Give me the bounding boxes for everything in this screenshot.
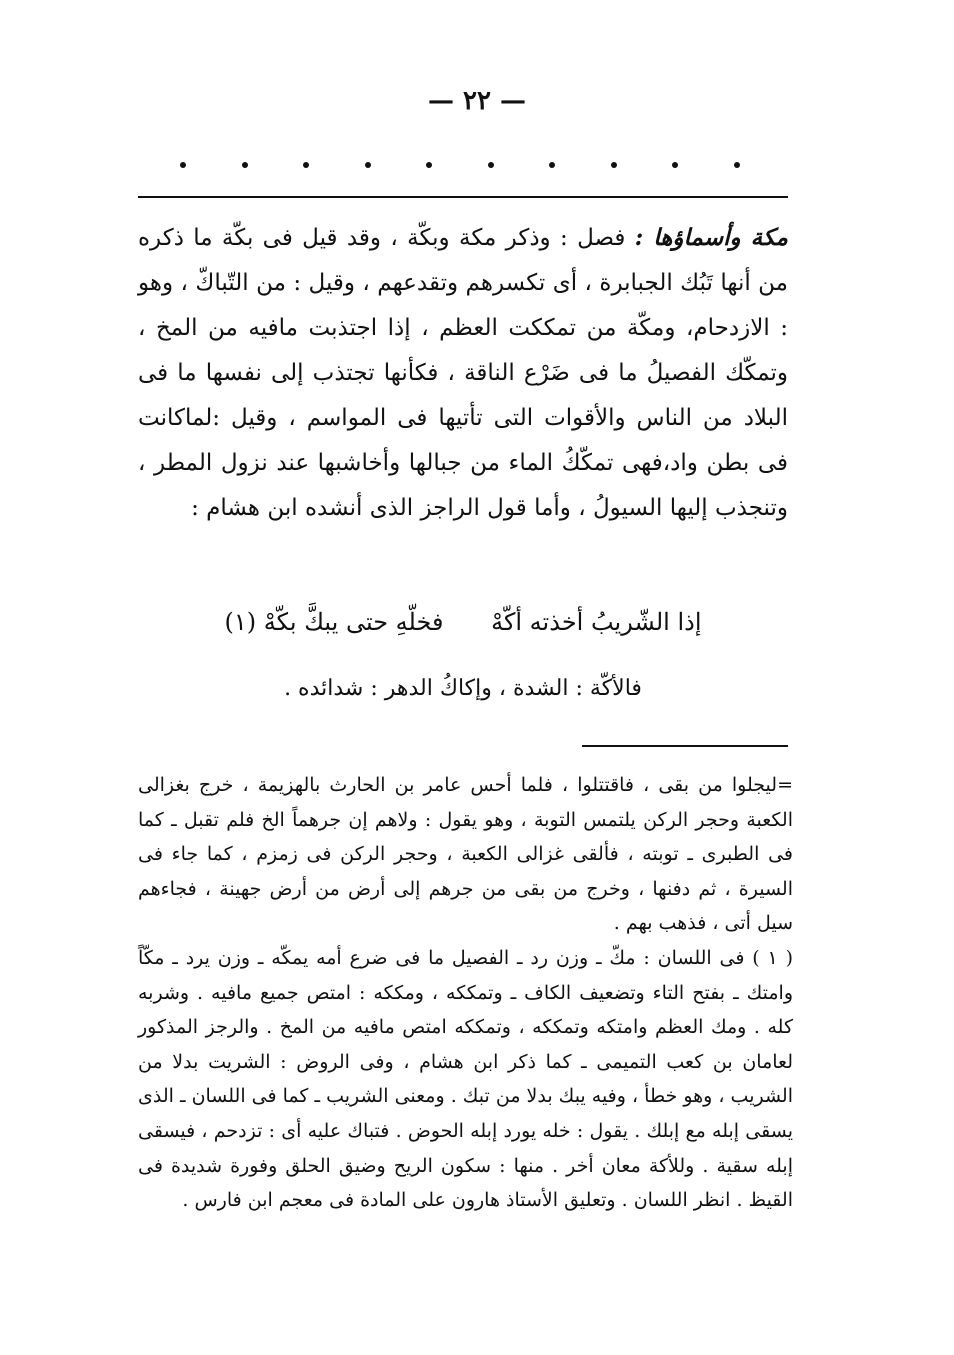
dot (549, 162, 555, 168)
main-body: فصل : وذكر مكة وبكّة ، وقد قيل فى بكّة ما ذكره من أنها تَبُك الجبابرة ، أى تكسرهم وتقدعهم ، وقيل : من التّباكّ ، وهو : الازدحام، ومكّة من تمككت العظم ، إذا اجتذبت مافيه من المخ ، وتمكّك الفصيلُ ما فى ضَرْع الناقة ، فكأنها تجتذب إلى نفسها ما فى البلاد من الناس والأقوات التى تأتيها فى المواسم ، وقيل :لماكانت فى بطن واد،فهى تمكّكُ الماء من جبالها وأخاشبها عند نزول المطر ، وتنجذب إليها السيولُ ، وأما قول الراجز الذى أنشده ابن هشام : (138, 225, 788, 521)
verse-line (138, 608, 788, 636)
page-number: — ٢٢ — (427, 86, 527, 116)
dot (611, 162, 617, 168)
verse-hemistich-1: إذا الشّريبُ أخذته أكّهْ (491, 608, 702, 636)
footnote-divider (582, 745, 788, 747)
verse-gloss: فالأكّة : الشدة ، وإكاكُ الدهر : شدائده . (284, 676, 642, 701)
top-divider (138, 196, 788, 198)
dot (426, 162, 432, 168)
dot (365, 162, 371, 168)
main-text (138, 215, 788, 531)
footnote-1: ( ١ ) فى اللسان : مكّ ـ وزن رد ـ الفصيل ما فى ضرع أمه يمكّه ـ وزن يرد ـ مكّاً وامتك ـ بفتح التاء وتضعيف الكاف ـ وتمككه ، ومككه : امتص جميع مافيه . وشربه كله . ومك العظم وامتكه وتمككه ، وتمككه امتص مافيه من المخ . والرجز المذكور لعامان بن كعب التميمى ـ كما ذكر ابن هشام ، وفى الروض : الشريت بدلا من الشريب ، وهو خطأ ، وفيه يبك بدلا من تبك . ومعنى الشريب ـ كما فى اللسان ـ الذى يسقى إبله مع إبلك . يقول : خله يورد إبله الحوض . فتباك عليه أى : تزدحم ، فيسقى إبله سقية . وللأكة معان أخر . منها : سكون الريح وضيق الحلق وفورة شديدة فى القيظ . انظر اللسان . وتعليق الأستاذ هارون على المادة فى معجم ابن فارس . (138, 946, 793, 1212)
verse-hemistich-2: فخلّهِ حتى يبكَّ بكّهْ (١) (224, 608, 444, 636)
footnote-continuation: =ليجلوا من بقى ، فاقتتلوا ، فلما أحس عامر بن الحارث بالهزيمة ، خرج بغزالى الكعبة وحجر الركن يلتمس التوبة ، وهو يقول : ولاهم إن جرهماً الخ فلم تقبل ـ كما فى الطبرى ـ توبته ، فألقى غزالى الكعبة ، وحجر الركن فى زمزم ، كما جاء فى السيرة ، ثم دفنها ، وخرج من بقى من جرهم إلى أرض من أرض جهينة ، فجاءهم سيل أتى ، فذهب بهم . (138, 774, 793, 935)
section-heading: مكة وأسماؤها : (634, 224, 788, 251)
main-paragraph (138, 215, 788, 531)
dot (672, 162, 678, 168)
dot (303, 162, 309, 168)
dot (180, 162, 186, 168)
dot (734, 162, 740, 168)
footnotes (138, 768, 793, 1218)
dot (488, 162, 494, 168)
dot (242, 162, 248, 168)
ornament-dots (180, 162, 740, 168)
